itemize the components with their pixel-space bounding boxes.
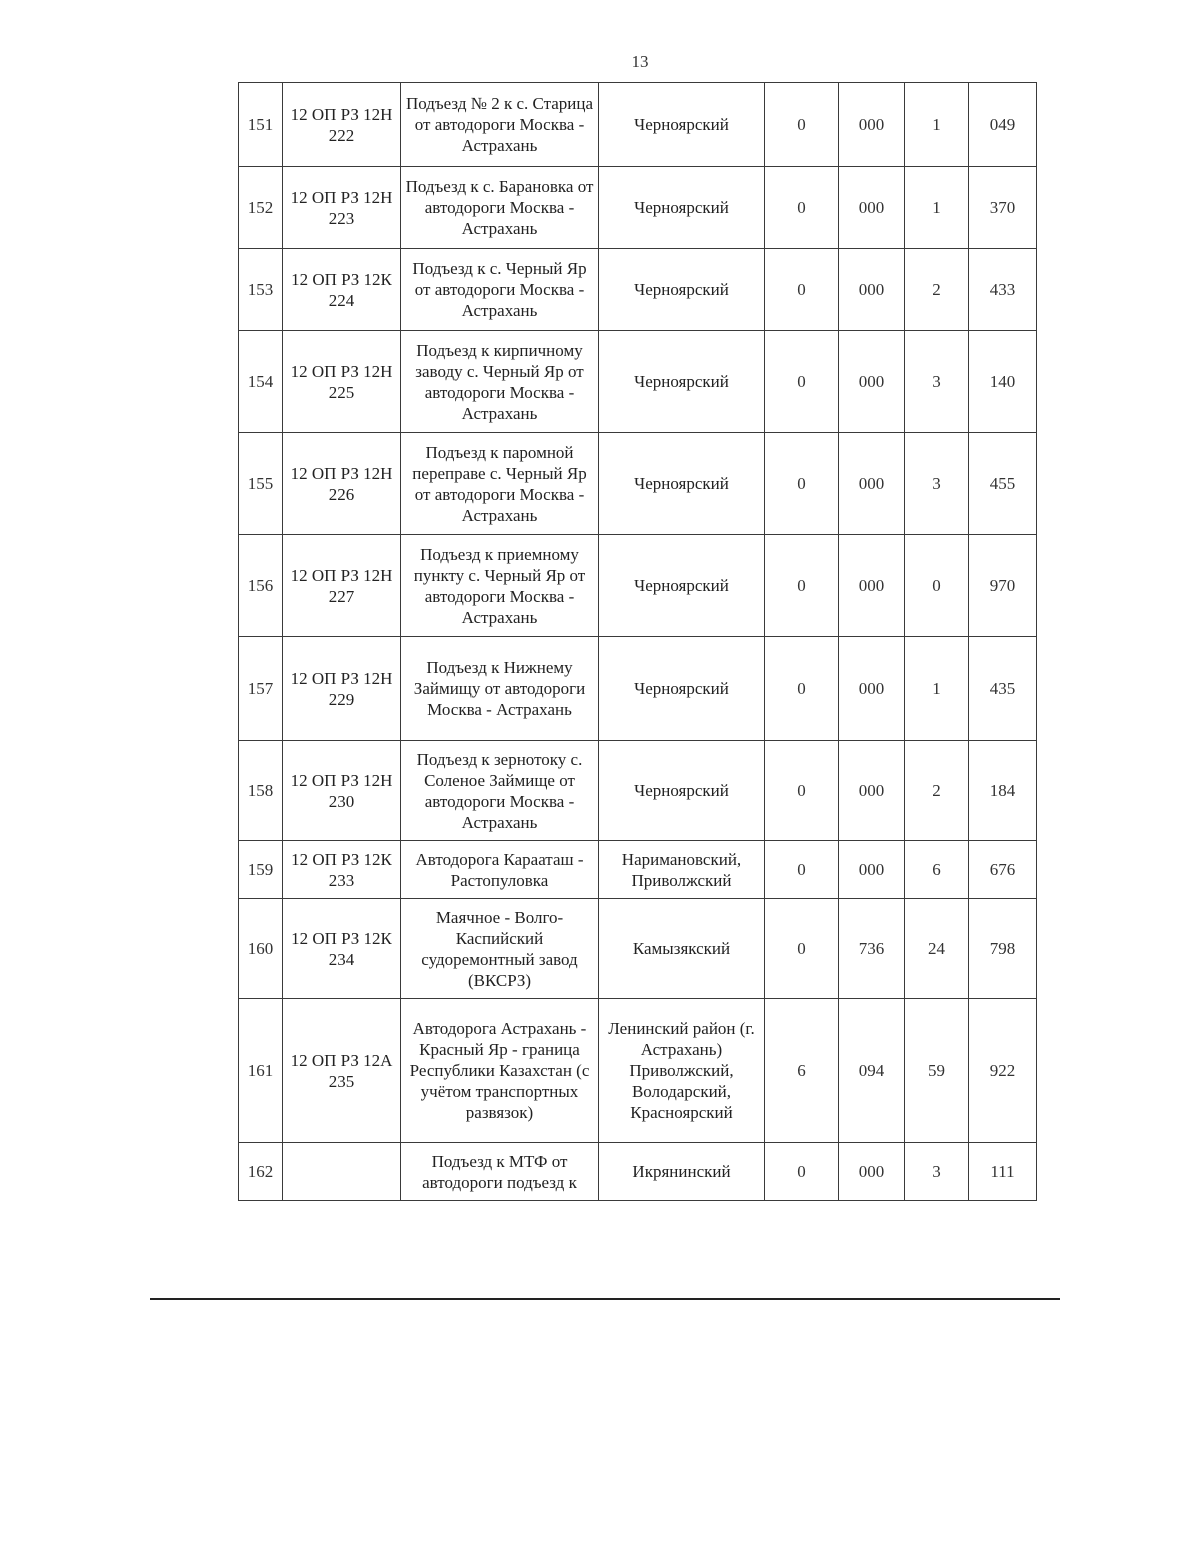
end-km: 6 — [905, 841, 969, 899]
end-m: 111 — [969, 1143, 1037, 1201]
end-m: 970 — [969, 535, 1037, 637]
end-km: 2 — [905, 249, 969, 331]
end-km: 1 — [905, 637, 969, 741]
road-name: Подъезд к с. Черный Яр от автодороги Москва - Астрахань — [401, 249, 599, 331]
row-number: 162 — [239, 1143, 283, 1201]
end-km: 3 — [905, 433, 969, 535]
start-km: 6 — [765, 999, 839, 1143]
table-row — [239, 167, 1037, 249]
start-km: 0 — [765, 167, 839, 249]
start-m: 000 — [839, 433, 905, 535]
road-code: 12 ОП РЗ 12Н 222 — [283, 83, 401, 167]
district: Черноярский — [599, 535, 765, 637]
road-name: Подъезд к с. Барановка от автодороги Москва - Астрахань — [401, 167, 599, 249]
district: Черноярский — [599, 331, 765, 433]
road-code: 12 ОП РЗ 12К 234 — [283, 899, 401, 999]
start-m: 094 — [839, 999, 905, 1143]
road-code: 12 ОП РЗ 12Н 227 — [283, 535, 401, 637]
table-row — [239, 249, 1037, 331]
end-km: 2 — [905, 741, 969, 841]
end-m: 922 — [969, 999, 1037, 1143]
start-km: 0 — [765, 899, 839, 999]
roads-table — [238, 82, 1037, 1201]
row-number: 153 — [239, 249, 283, 331]
start-km: 0 — [765, 637, 839, 741]
road-code: 12 ОП РЗ 12К 224 — [283, 249, 401, 331]
road-name: Подъезд к паромной переправе с. Черный Яр от автодороги Москва - Астрахань — [401, 433, 599, 535]
district: Черноярский — [599, 167, 765, 249]
end-m: 140 — [969, 331, 1037, 433]
start-m: 000 — [839, 535, 905, 637]
row-number: 151 — [239, 83, 283, 167]
start-m: 000 — [839, 167, 905, 249]
row-number: 159 — [239, 841, 283, 899]
table-row — [239, 535, 1037, 637]
road-name: Подъезд № 2 к с. Старица от автодороги Москва - Астрахань — [401, 83, 599, 167]
district: Черноярский — [599, 637, 765, 741]
district: Камызякский — [599, 899, 765, 999]
table-row — [239, 741, 1037, 841]
district: Наримановский, Приволжский — [599, 841, 765, 899]
end-km: 3 — [905, 1143, 969, 1201]
road-code: 12 ОП РЗ 12Н 226 — [283, 433, 401, 535]
row-number: 157 — [239, 637, 283, 741]
district: Икрянинский — [599, 1143, 765, 1201]
road-code: 12 ОП РЗ 12Н 225 — [283, 331, 401, 433]
table-row — [239, 637, 1037, 741]
start-km: 0 — [765, 249, 839, 331]
end-m: 370 — [969, 167, 1037, 249]
row-number: 156 — [239, 535, 283, 637]
row-number: 155 — [239, 433, 283, 535]
start-km: 0 — [765, 331, 839, 433]
end-m: 676 — [969, 841, 1037, 899]
start-m: 736 — [839, 899, 905, 999]
row-number: 160 — [239, 899, 283, 999]
district: Черноярский — [599, 433, 765, 535]
table-row — [239, 83, 1037, 167]
end-m: 049 — [969, 83, 1037, 167]
start-m: 000 — [839, 637, 905, 741]
road-name: Маячное - Волго-Каспийский судоремонтный завод (ВКСРЗ) — [401, 899, 599, 999]
road-name: Подъезд к кирпичному заводу с. Черный Яр от автодороги Москва - Астрахань — [401, 331, 599, 433]
district: Ленинский район (г. Астрахань) Приволжский, Володарский, Красноярский — [599, 999, 765, 1143]
road-name: Автодорога Карааташ - Растопуловка — [401, 841, 599, 899]
table-row — [239, 899, 1037, 999]
end-km: 1 — [905, 83, 969, 167]
start-km: 0 — [765, 83, 839, 167]
end-km: 24 — [905, 899, 969, 999]
footer-rule — [150, 1298, 1060, 1300]
road-name: Подъезд к приемному пункту с. Черный Яр от автодороги Москва - Астрахань — [401, 535, 599, 637]
table-row — [239, 841, 1037, 899]
end-m: 433 — [969, 249, 1037, 331]
start-m: 000 — [839, 83, 905, 167]
end-km: 0 — [905, 535, 969, 637]
end-km: 1 — [905, 167, 969, 249]
end-m: 798 — [969, 899, 1037, 999]
road-name: Подъезд к МТФ от автодороги подъезд к — [401, 1143, 599, 1201]
start-m: 000 — [839, 1143, 905, 1201]
end-km: 3 — [905, 331, 969, 433]
district: Черноярский — [599, 741, 765, 841]
table-row — [239, 331, 1037, 433]
row-number: 158 — [239, 741, 283, 841]
road-code: 12 ОП РЗ 12К 233 — [283, 841, 401, 899]
end-m: 184 — [969, 741, 1037, 841]
start-m: 000 — [839, 331, 905, 433]
table-body — [239, 83, 1037, 1201]
start-km: 0 — [765, 741, 839, 841]
table-row — [239, 999, 1037, 1143]
end-km: 59 — [905, 999, 969, 1143]
district: Черноярский — [599, 83, 765, 167]
road-name: Автодорога Астрахань - Красный Яр - граница Республики Казахстан (с учётом транспортных развязок) — [401, 999, 599, 1143]
start-km: 0 — [765, 433, 839, 535]
start-km: 0 — [765, 1143, 839, 1201]
district: Черноярский — [599, 249, 765, 331]
road-code: 12 ОП РЗ 12Н 229 — [283, 637, 401, 741]
table-row — [239, 433, 1037, 535]
row-number: 154 — [239, 331, 283, 433]
row-number: 161 — [239, 999, 283, 1143]
end-m: 455 — [969, 433, 1037, 535]
row-number: 152 — [239, 167, 283, 249]
road-code — [283, 1143, 401, 1201]
start-km: 0 — [765, 841, 839, 899]
start-m: 000 — [839, 841, 905, 899]
table-row — [239, 1143, 1037, 1201]
start-m: 000 — [839, 249, 905, 331]
road-name: Подъезд к Нижнему Займищу от автодороги Москва - Астрахань — [401, 637, 599, 741]
end-m: 435 — [969, 637, 1037, 741]
start-m: 000 — [839, 741, 905, 841]
road-name: Подъезд к зернотоку с. Соленое Займище от автодороги Москва - Астрахань — [401, 741, 599, 841]
road-code: 12 ОП РЗ 12Н 223 — [283, 167, 401, 249]
road-code: 12 ОП РЗ 12А 235 — [283, 999, 401, 1143]
page-number: 13 — [631, 52, 649, 71]
start-km: 0 — [765, 535, 839, 637]
road-code: 12 ОП РЗ 12Н 230 — [283, 741, 401, 841]
